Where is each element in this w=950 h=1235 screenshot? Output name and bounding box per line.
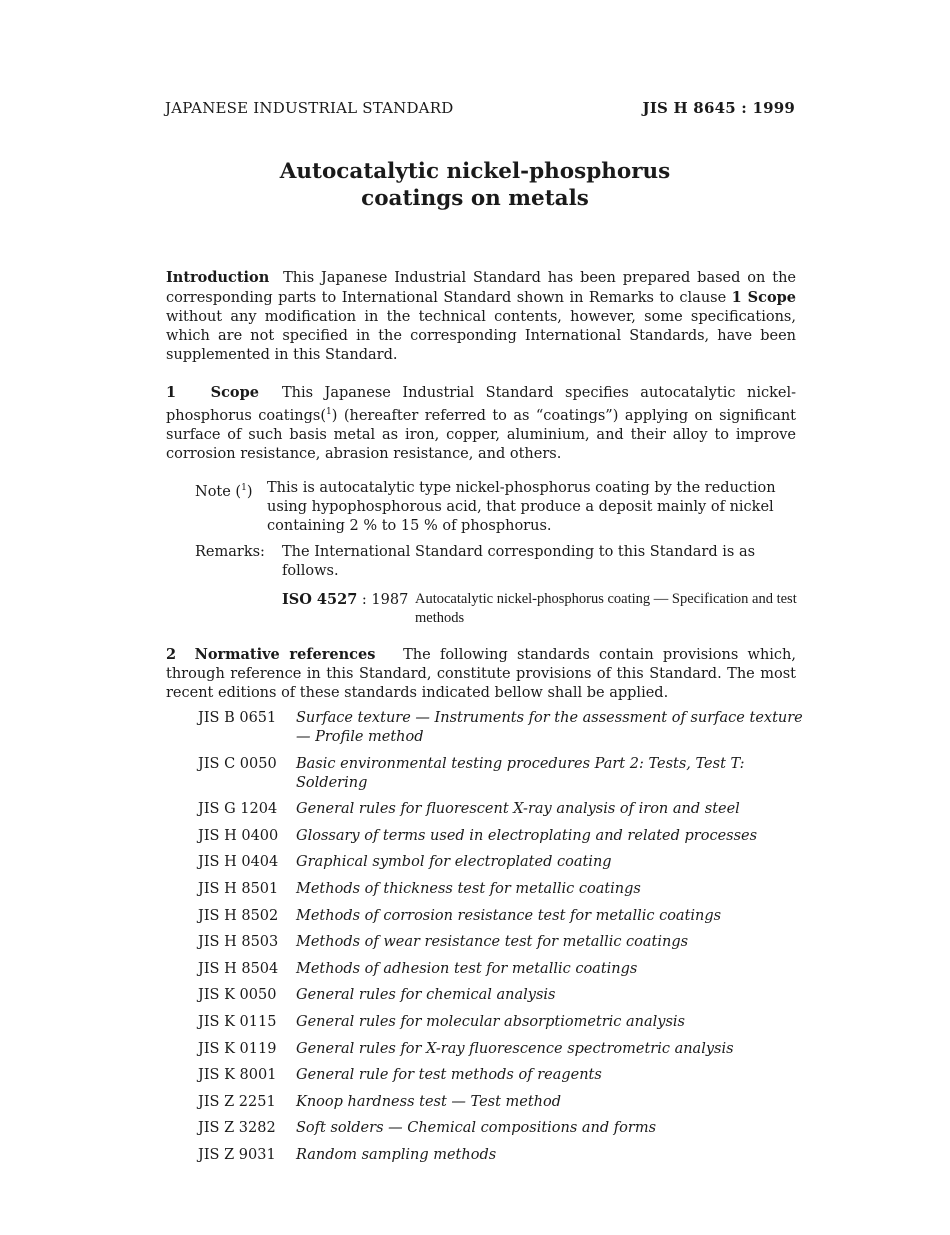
- reference-item: [198, 755, 803, 793]
- reference-code: JIS K 0050: [198, 987, 277, 1004]
- normative-references-paragraph: [166, 645, 796, 703]
- reference-item: [198, 1093, 803, 1112]
- reference-item: [198, 880, 803, 899]
- reference-item: [198, 933, 803, 952]
- reference-code: JIS C 0050: [198, 755, 277, 772]
- normref-text: The following standards contain provisions which, through reference in this Standard, constitute provisions of this Standard. The most recent editions of these standards indicated bellow shall be applied.: [166, 647, 796, 701]
- reference-title: Knoop hardness test — Test method: [296, 1093, 562, 1110]
- title-line-1: Autocatalytic nickel-phosphorus: [279, 159, 671, 184]
- reference-code: JIS K 0115: [198, 1013, 277, 1030]
- scope-text-a: This Japanese Industrial Standard specifies autocatalytic nickel-phosphorus coatings(: [166, 385, 796, 424]
- reference-code: JIS Z 3282: [198, 1120, 276, 1137]
- reference-item: [198, 709, 803, 747]
- note-mark: 1: [241, 483, 247, 493]
- reference-title: Random sampling methods: [296, 1146, 497, 1163]
- reference-code: JIS G 1204: [198, 801, 278, 818]
- introduction-paragraph: [166, 268, 796, 365]
- reference-item: [198, 1066, 803, 1085]
- reference-code: JIS H 8503: [198, 934, 279, 951]
- reference-code: JIS B 0651: [198, 710, 277, 726]
- title-line-2: coatings on metals: [361, 186, 589, 211]
- header-standard-number: JIS H 8645 : 1999: [642, 99, 795, 117]
- reference-title: General rules for molecular absorptiometric analysis: [296, 1013, 686, 1030]
- normref-number: 2: [166, 646, 177, 663]
- reference-list: [198, 709, 803, 1173]
- remarks-block: [195, 543, 795, 581]
- reference-item: [198, 1040, 803, 1059]
- reference-item: [198, 827, 803, 846]
- reference-item: [198, 907, 803, 926]
- remarks-label: Remarks:: [195, 544, 265, 560]
- reference-code: JIS H 0404: [198, 854, 279, 871]
- reference-title: Methods of wear resistance test for metallic coatings: [296, 934, 689, 951]
- header-standard-type: JAPANESE INDUSTRIAL STANDARD: [165, 99, 454, 117]
- scope-heading: Scope: [210, 384, 259, 401]
- reference-code: JIS H 8502: [198, 907, 279, 924]
- remarks-text: The International Standard corresponding to this Standard is as follows.: [282, 544, 756, 579]
- reference-code: JIS H 8501: [198, 880, 279, 897]
- reference-code: JIS Z 9031: [198, 1146, 276, 1163]
- scope-number: 1: [166, 384, 177, 401]
- iso-title: Autocatalytic nickel-phosphorus coating — Specification and test methods: [415, 591, 797, 626]
- reference-title: General rules for fluorescent X-ray analysis of iron and steel: [296, 801, 740, 818]
- reference-title: Graphical symbol for electroplated coating: [296, 854, 612, 871]
- page-header: [165, 99, 795, 117]
- reference-code: JIS Z 2251: [198, 1093, 276, 1110]
- reference-title: General rules for chemical analysis: [296, 987, 556, 1004]
- reference-title: Soft solders — Chemical compositions and forms: [296, 1120, 657, 1137]
- iso-reference: [282, 590, 797, 628]
- note-label: Note ($^1$): [195, 483, 253, 500]
- reference-item: [198, 800, 803, 819]
- reference-item: [198, 960, 803, 979]
- reference-title: Methods of thickness test for metallic coatings: [296, 880, 641, 897]
- reference-title: General rule for test methods of reagents: [296, 1067, 602, 1084]
- scope-note-mark: 1: [325, 407, 332, 417]
- reference-item: [198, 1146, 803, 1165]
- reference-code: JIS K 0119: [198, 1040, 277, 1057]
- reference-title: Basic environmental testing procedures Part 2: Tests, Test T: Soldering: [296, 755, 745, 791]
- reference-code: JIS H 0400: [198, 827, 279, 844]
- introduction-text-b: without any modification in the technical contents, however, some specifications, which are not specified in the corresponding International Standards, have been supplemented in this Standard.: [166, 309, 796, 363]
- note-block: [195, 479, 795, 536]
- iso-code: ISO 4527 : 1987: [282, 591, 409, 608]
- note-text: This is autocatalytic type nickel-phosphorus coating by the reduction using hypophosphorous acid, that produce a deposit mainly of nickel containing 2 % to 15 % of phosphorus.: [267, 480, 776, 534]
- reference-item: [198, 1119, 803, 1138]
- reference-code: JIS K 8001: [198, 1067, 277, 1084]
- reference-item: [198, 1013, 803, 1032]
- reference-code: JIS H 8504: [198, 960, 279, 977]
- reference-title: Glossary of terms used in electroplating and related processes: [296, 827, 758, 844]
- scope-paragraph: [166, 383, 796, 464]
- normref-heading: Normative references: [194, 646, 376, 663]
- scope-text-b: ) (hereafter referred to as “coatings”) applying on significant surface of such basis metal as iron, copper, aluminium, and their alloy to improve corrosion resistance, abrasion resistance, and others.: [166, 407, 797, 462]
- reference-title: General rules for X-ray fluorescence spectrometric analysis: [296, 1040, 734, 1057]
- reference-title: Surface texture — Instruments for the assessment of surface texture — Profile method: [296, 710, 803, 745]
- reference-title: Methods of adhesion test for metallic coatings: [296, 960, 638, 977]
- introduction-clause-ref: 1 Scope: [731, 289, 796, 306]
- introduction-text-a: This Japanese Industrial Standard has been prepared based on the corresponding parts to International Standard shown in Remarks to clause: [166, 270, 797, 306]
- reference-item: [198, 853, 803, 872]
- document-title: [0, 158, 950, 212]
- reference-item: [198, 986, 803, 1005]
- introduction-heading: Introduction: [166, 269, 270, 286]
- reference-title: Methods of corrosion resistance test for metallic coatings: [296, 907, 722, 924]
